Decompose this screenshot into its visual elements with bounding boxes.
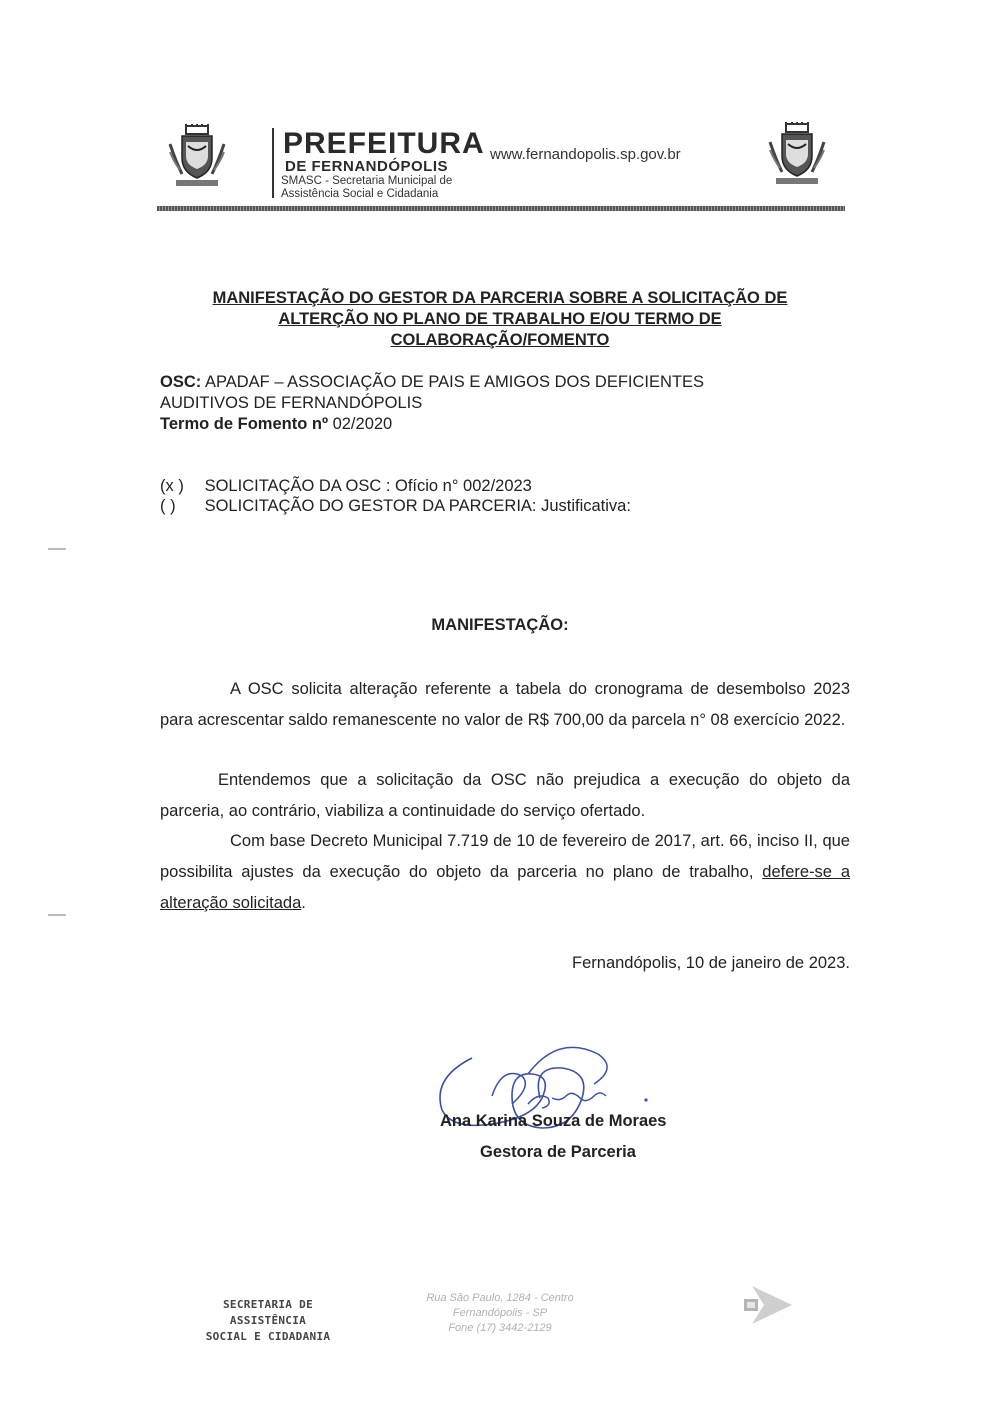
paragraph-2 [160,765,850,827]
decision-text: defere-se a alteração solicitada [160,863,850,912]
header-rule [157,206,845,211]
prefeitura-title: PREFEITURA [283,127,485,160]
paragraph-3-end: . [301,894,306,912]
footer-address-line-3: Fone (17) 3442-2129 [448,1322,552,1334]
option-gestor [160,496,631,517]
footer-dept-line-1: SECRETARIA DE ASSISTÊNCIA [223,1298,313,1327]
arrow-logo-icon [738,1282,798,1328]
document-date: Fernandópolis, 10 de janeiro de 2023. [572,954,850,972]
option-gestor-box: ( ) [160,497,176,515]
footer-address-line-1: Rua São Paulo, 1284 - Centro [426,1292,574,1304]
signer-name: Ana Karina Souza de Moraes [440,1112,667,1130]
option-osc-box: (x ) [160,477,184,495]
coat-of-arms-icon [166,124,228,190]
header-divider [272,128,274,198]
termo-value: 02/2020 [332,415,393,433]
osc-value-2: AUDITIVOS DE FERNANDÓPOLIS [160,394,423,412]
punch-mark [48,914,66,916]
footer-dept-line-2: SOCIAL E CIDADANIA [205,1330,331,1343]
document-title [150,288,850,351]
osc-label: OSC: [160,373,202,391]
footer-department [198,1297,338,1345]
option-osc-text: SOLICITAÇÃO DA OSC : Ofício n° 002/2023 [204,477,532,495]
termo-label: Termo de Fomento nº [160,415,328,433]
paragraph-1 [160,674,850,736]
option-osc [160,476,532,497]
website-link[interactable]: www.fernandopolis.sp.gov.br [490,146,681,163]
footer-address [420,1291,580,1336]
coat-of-arms-icon [766,122,828,188]
paragraph-2-text: Entendemos que a solicitação da OSC não prejudica a execução do objeto da parceria, ao contrário, viabiliza a continuidade do serviço ofertado. [160,771,850,820]
prefeitura-department: SMASC - Secretaria Municipal de Assistência Social e Cidadania [281,175,453,200]
paragraph-1-text: A OSC solicita alteração referente a tabela do cronograma de desembolso 2023 para acrescentar saldo remanescente no valor de R$ 700,00 da parcela n° 08 exercício 2022. [160,680,850,729]
footer-address-line-2: Fernandópolis - SP [452,1307,548,1319]
option-gestor-text: SOLICITAÇÃO DO GESTOR DA PARCERIA: Justificativa: [204,497,631,515]
prefeitura-city: DE FERNANDÓPOLIS [285,158,449,175]
termo-line [160,414,392,435]
signer-role: Gestora de Parceria [480,1143,636,1161]
paragraph-3-text: Com base Decreto Municipal 7.719 de 10 de fevereiro de 2017, art. 66, inciso II, que possibilita ajustes da execução do objeto da parceria no plano de trabalho, [160,832,850,881]
paragraph-3 [160,826,850,919]
punch-mark [48,548,66,550]
title-line-3: COLABORAÇÃO/FOMENTO [390,331,610,349]
osc-line-1 [160,372,704,393]
osc-value-1: APADAF – ASSOCIAÇÃO DE PAIS E AMIGOS DOS DEFICIENTES [204,373,705,391]
title-line-1: MANIFESTAÇÃO DO GESTOR DA PARCERIA SOBRE A SOLICITAÇÃO DE [212,289,788,307]
title-line-2: ALTERÇÃO NO PLANO DE TRABALHO E/OU TERMO DE [278,310,722,328]
section-title: MANIFESTAÇÃO: [431,616,569,634]
